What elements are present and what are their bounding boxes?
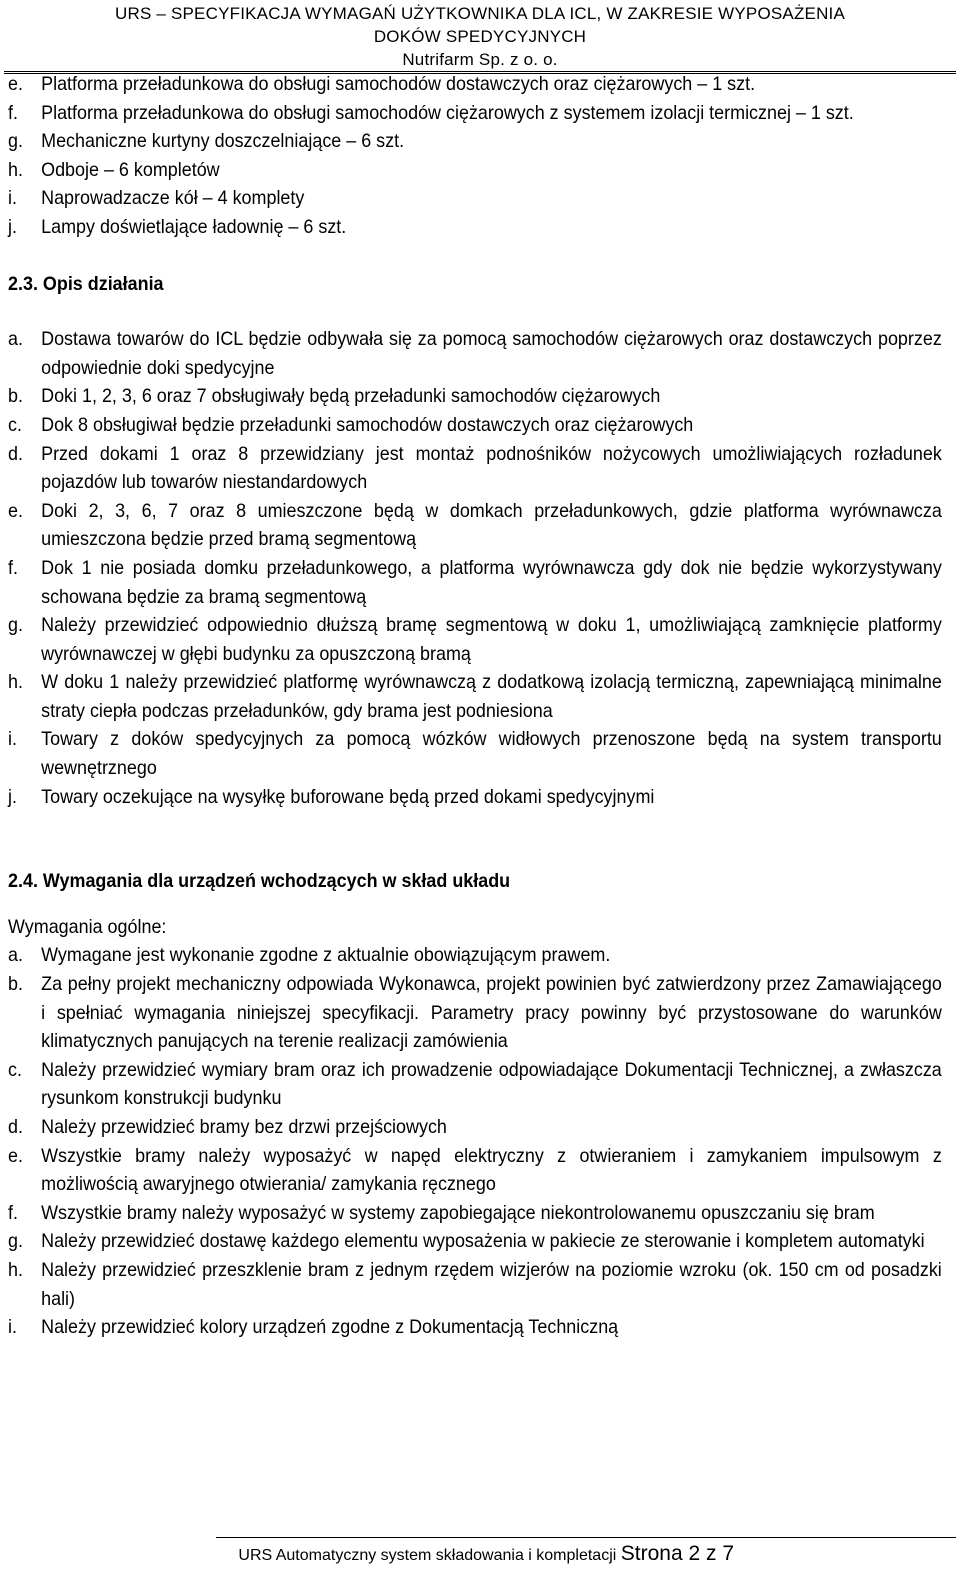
list-marker: j. (8, 215, 17, 238)
list-marker: i. (8, 187, 17, 210)
list-item-text: Mechaniczne kurtyny doszczelniające – 6 szt. (41, 130, 405, 153)
list-item-text: Lampy doświetlające ładownię – 6 szt. (41, 215, 347, 238)
list-item-text: Odboje – 6 kompletów (41, 158, 220, 181)
list-item (8, 156, 942, 185)
list-marker: a. (8, 328, 23, 351)
list-item (8, 184, 942, 213)
list-item-text: Doki 1, 2, 3, 6 oraz 7 obsługiwały będą przeładunki samochodów ciężarowych (41, 385, 661, 408)
list-marker: f. (8, 556, 18, 579)
list-item (8, 382, 942, 411)
list-item (8, 325, 942, 382)
list-item (8, 970, 942, 1056)
list-marker: e. (8, 1144, 23, 1167)
list-item (8, 440, 942, 497)
list-item-text: Towary z doków spedycyjnych za pomocą wózków widłowych przenoszone będą na system transportu wewnętrznego (41, 728, 942, 780)
list-item (8, 99, 942, 128)
list-item (8, 1313, 942, 1342)
list-item-text: Dok 8 obsługiwał będzie przeładunki samochodów dostawczych oraz ciężarowych (41, 413, 694, 436)
general-requirements-label: Wymagania ogólne: (8, 915, 167, 938)
list-item (8, 411, 942, 440)
list-marker: i. (8, 1316, 17, 1339)
list-marker: a. (8, 944, 23, 967)
list-marker: g. (8, 1230, 23, 1253)
operation-list (8, 325, 942, 811)
list-marker: e. (8, 73, 23, 95)
list-item (8, 554, 942, 611)
list-marker: j. (8, 785, 17, 808)
list-item-text: Należy przewidzieć kolory urządzeń zgodne z Dokumentacją Techniczną (41, 1316, 619, 1339)
list-item-text: Należy przewidzieć wymiary bram oraz ich prowadzenie odpowiadające Dokumentacji Technicznej, a zwłaszcza rysunkom konstrukcji budynku (41, 1058, 942, 1110)
list-item-text: Należy przewidzieć przeszklenie bram z jednym rzędem wizjerów na poziomie wzroku (ok. 150 cm od posadzki hali) (41, 1258, 942, 1310)
page-header (8, 2, 952, 71)
list-marker: c. (8, 413, 22, 436)
list-marker: f. (8, 1201, 18, 1224)
header-company: Nutrifarm Sp. z o. o. (402, 50, 558, 69)
list-item-text: Przed dokami 1 oraz 8 przewidziany jest montaż podnośników nożycowych umożliwiających rozładunek pojazdów lub towarów niestandardowych (41, 442, 942, 494)
list-marker: f. (8, 101, 18, 124)
list-item-text: Dostawa towarów do ICL będzie odbywała się za pomocą samochodów ciężarowych oraz dostawczych poprzez odpowiednie doki spedycyjne (41, 328, 942, 379)
list-item-text: Wszystkie bramy należy wyposażyć w napęd elektryczny z otwieraniem i zamykaniem impulsowym z możliwością awaryjnego otwierania/ zamykania ręcznego (41, 1144, 942, 1196)
list-item-text: Wszystkie bramy należy wyposażyć w systemy zapobiegające niekontrolowanemu opuszczaniu się bram (41, 1201, 875, 1224)
list-marker: c. (8, 1058, 22, 1081)
list-item-text: Należy przewidzieć bramy bez drzwi przejściowych (41, 1116, 447, 1138)
page-footer (238, 1541, 734, 1569)
list-item-text: Platforma przeładunkowa do obsługi samochodów dostawczych oraz ciężarowych – 1 szt. (41, 73, 756, 95)
list-item (8, 1227, 942, 1256)
list-item (8, 127, 942, 156)
list-item (8, 1056, 942, 1113)
section-heading-2-3: 2.3. Opis działania (8, 272, 164, 295)
list-marker: e. (8, 499, 23, 522)
page-content (8, 70, 942, 1342)
list-marker: i. (8, 728, 17, 751)
list-marker: d. (8, 1116, 23, 1138)
footer-document-title: URS Automatyczny system składowania i kompletacji (238, 1547, 621, 1564)
equipment-list (8, 70, 942, 242)
list-item-text: Wymagane jest wykonanie zgodne z aktualnie obowiązującym prawem. (41, 944, 611, 967)
list-marker: h. (8, 158, 23, 181)
list-item (8, 70, 942, 99)
list-marker: b. (8, 385, 23, 408)
list-marker: b. (8, 973, 23, 996)
list-item (8, 1142, 942, 1199)
list-item (8, 213, 942, 242)
list-item (8, 1113, 942, 1142)
header-title: URS – SPECYFIKACJA WYMAGAŃ UŻYTKOWNIKA DLA ICL, W ZAKRESIE WYPOSAŻENIA (114, 4, 846, 23)
page-number: Strona 2 z 7 (620, 1542, 734, 1565)
list-item (8, 1256, 942, 1313)
list-item (8, 668, 942, 725)
list-item-text: Dok 1 nie posiada domku przeładunkowego, a platforma wyrównawcza gdy dok nie będzie wykorzystywany schowana będzie za bramą segmentową (41, 556, 942, 608)
requirements-list (8, 941, 942, 1341)
list-item (8, 941, 942, 970)
list-item-text: Doki 2, 3, 6, 7 oraz 8 umieszczone będą w domkach przeładunkowych, gdzie platforma wyrównawcza umieszczona będzie przed bramą segmentową (41, 499, 942, 551)
list-item (8, 611, 942, 668)
list-marker: d. (8, 442, 23, 465)
section-heading-2-4: 2.4. Wymagania dla urządzeń wchodzących w skład układu (8, 870, 511, 893)
list-marker: h. (8, 671, 23, 694)
list-item-text: Towary oczekujące na wysyłkę buforowane będą przed dokami spedycyjnymi (41, 785, 655, 808)
list-marker: g. (8, 614, 23, 637)
list-item-text: Naprowadzacze kół – 4 komplety (41, 187, 305, 210)
list-item-text: Za pełny projekt mechaniczny odpowiada Wykonawca, projekt powinien być zatwierdzony przez Zamawiającego i spełniać wymagania niniejszej specyfikacji. Parametry pracy powinny być przystosowane do warunków klimatycznych panujących na terenie realizacji zamówienia (41, 973, 942, 1053)
header-subtitle: DOKÓW SPEDYCYJNYCH (373, 27, 587, 46)
list-item (8, 1199, 942, 1228)
list-item (8, 725, 942, 782)
list-item-text: Należy przewidzieć odpowiednio dłuższą bramę segmentową w doku 1, umożliwiającą zamknięcie platformy wyrównawczej w głębi budynku za opuszczoną bramą (41, 614, 942, 665)
list-item-text: Należy przewidzieć dostawę każdego elementu wyposażenia w pakiecie ze sterowanie i kompletem automatyki (41, 1230, 925, 1253)
list-item-text: Platforma przeładunkowa do obsługi samochodów ciężarowych z systemem izolacji termicznej – 1 szt. (41, 101, 854, 124)
list-item-text: W doku 1 należy przewidzieć platformę wyrównawczą z dodatkową izolacją termiczną, zapewniającą minimalne straty ciepła podczas przeładunków, gdy brama jest podniesiona (41, 671, 942, 722)
list-marker: g. (8, 130, 23, 153)
list-item (8, 497, 942, 554)
footer-divider (216, 1537, 956, 1538)
list-item (8, 783, 942, 812)
list-marker: h. (8, 1258, 23, 1281)
